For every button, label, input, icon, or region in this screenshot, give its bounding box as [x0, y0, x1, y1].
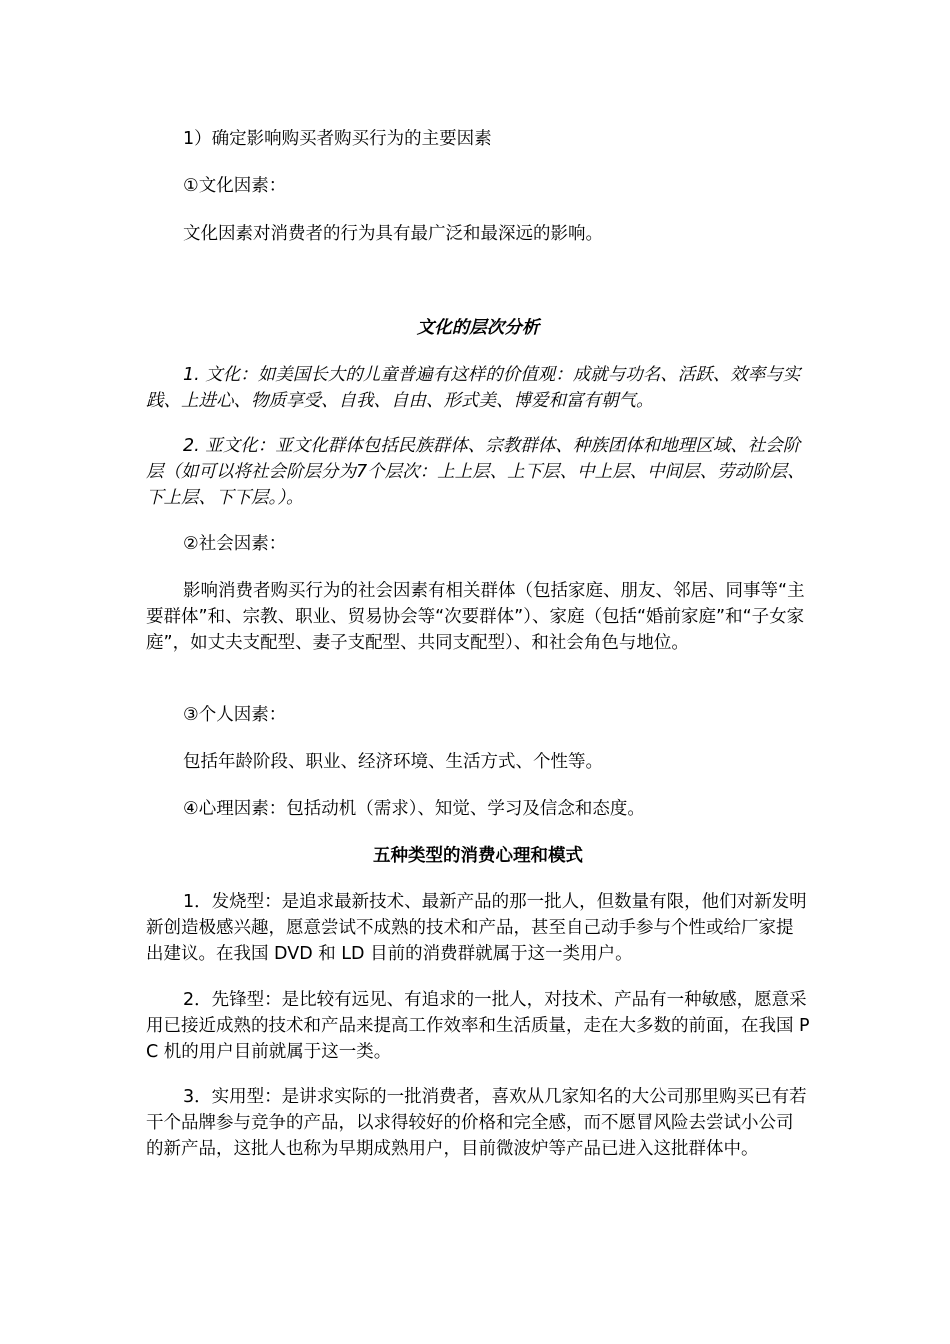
culture-level-item-1: 1. 文化：如美国长大的儿童普遍有这样的价值观：成就与功名、活跃、效率与实践、上进心、物质享受、自我、自由、形式美、博爱和富有朝气。 — [146, 365, 801, 411]
cultural-factors-label: ①文化因素： — [183, 176, 287, 196]
culture-level-item-2: 2. 亚文化：亚文化群体包括民族群体、宗教群体、种族团体和地理区域、社会阶层（如可以将社会阶层分为7个层次：上上层、上下层、中上层、中间层、劳动阶层、下上层、下下层。）。 — [146, 436, 805, 508]
social-factors-label: ②社会因素： — [183, 534, 287, 554]
cultural-factors-text: 文化因素对消费者的行为具有最广泛和最深远的影响。 — [183, 224, 603, 244]
culture-levels-heading: 文化的层次分析 — [416, 318, 540, 338]
personal-factors-text: 包括年龄阶段、职业、经济环境、生活方式、个性等。 — [183, 752, 603, 772]
type-item-1: 1．发烧型：是追求最新技术、最新产品的那一批人，但数量有限，他们对新发明新创造极感兴趣，愿意尝试不成熟的技术和产品，甚至自己动手参与个性或给厂家提出建议。在我国 DVD 和 LD 目前的消费群就属于这一类用户。 — [146, 892, 807, 964]
type-item-2: 2．先锋型：是比较有远见、有追求的一批人，对技术、产品有一种敏感，愿意采用已接近成熟的技术和产品来提高工作效率和生活质量，走在大多数的前面，在我国 PC 机的用户目前就属于这一类。 — [146, 990, 810, 1062]
psychological-factors-text: ④心理因素：包括动机（需求）、知觉、学习及信念和态度。 — [183, 799, 645, 819]
type-item-3: 3．实用型：是讲求实际的一批消费者，喜欢从几家知名的大公司那里购买已有若干个品牌参与竞争的产品，以求得较好的价格和完全感，而不愿冒风险去尝试小公司的新产品，这批人也称为早期成熟用户，目前微波炉等产品已进入这批群体中。 — [146, 1087, 807, 1159]
five-types-heading: 五种类型的消费心理和模式 — [373, 846, 583, 866]
personal-factors-label: ③个人因素： — [183, 705, 287, 725]
social-factors-text: 影响消费者购买行为的社会因素有相关群体（包括家庭、朋友、邻居、同事等“主要群体”和、宗教、职业、贸易协会等“次要群体”）、家庭（包括“婚前家庭”和“子女家庭”，如丈夫支配型、妻子支配型、共同支配型）、和社会角色与地位。 — [146, 581, 805, 653]
section-title: 1）确定影响购买者购买行为的主要因素 — [183, 129, 492, 149]
